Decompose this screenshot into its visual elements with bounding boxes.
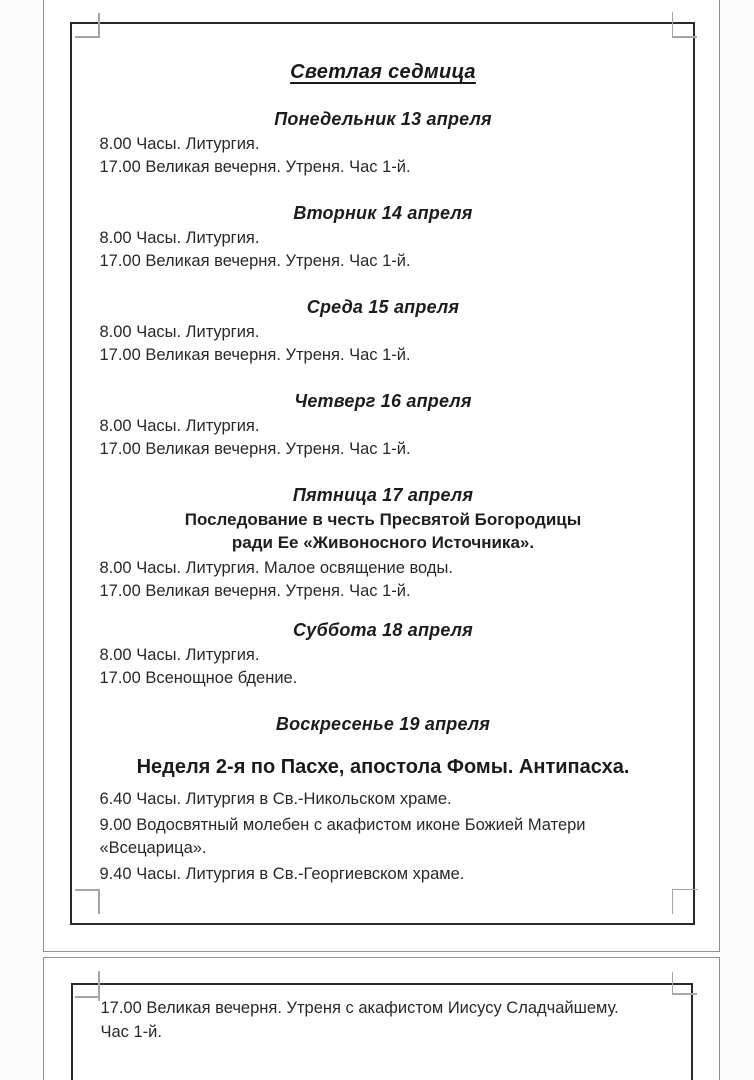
service-entry	[100, 667, 667, 690]
service-list	[100, 133, 667, 179]
service-line: 17.00 Великая вечерня. Утреня с акафистом Иисусу Сладчайшему.	[100, 999, 619, 1017]
service-line: 17.00 Великая вечерня. Утреня. Час 1-й.	[99, 582, 411, 600]
service-entry	[100, 557, 667, 580]
day-heading: Понедельник 13 апреля	[274, 109, 492, 129]
crop-mark-2-top-right-h	[672, 993, 698, 995]
service-line-wrap: «Всецарица».	[99, 839, 207, 857]
service-list	[100, 788, 667, 886]
day-section-thursday	[100, 388, 667, 461]
service-entry	[100, 438, 667, 461]
crop-mark-top-left-v	[98, 13, 100, 38]
service-line: 17.00 Великая вечерня. Утреня. Час 1-й.	[99, 346, 411, 364]
service-entry	[100, 788, 667, 811]
service-list	[100, 644, 667, 690]
schedule-content	[72, 59, 693, 886]
crop-mark-bottom-right-v	[672, 889, 674, 914]
feast-note-line: Последование в честь Пресвятой Богородицы	[184, 510, 582, 529]
service-entry	[100, 321, 667, 344]
crop-mark-bottom-left-v	[98, 890, 100, 914]
service-line: 17.00 Великая вечерня. Утреня. Час 1-й.	[99, 252, 411, 270]
service-line: 6.40 Часы. Литургия в Св.-Никольском храме.	[99, 790, 452, 808]
service-line: 8.00 Часы. Литургия.	[99, 417, 260, 435]
day-section-saturday	[100, 617, 667, 690]
service-entry	[100, 250, 667, 273]
service-line: 9.00 Водосвятный молебен с акафистом иконе Божией Матери	[99, 816, 586, 834]
day-heading: Вторник 14 апреля	[293, 203, 473, 223]
day-heading: Среда 15 апреля	[306, 297, 460, 317]
service-line: 8.00 Часы. Литургия.	[99, 646, 260, 664]
document-sheet-1	[70, 22, 695, 925]
service-entry	[100, 133, 667, 156]
service-line: 8.00 Часы. Литургия.	[99, 135, 260, 153]
service-line-wrap: Час 1-й.	[100, 1022, 162, 1041]
service-line: 8.00 Часы. Литургия. Малое освящение воды.	[99, 559, 453, 577]
service-line: 8.00 Часы. Литургия.	[99, 229, 260, 247]
crop-mark-2-top-right-v	[672, 972, 674, 995]
service-entry	[100, 156, 667, 179]
service-line: 17.00 Всенощное бдение.	[99, 669, 298, 687]
day-heading: Воскресенье 19 апреля	[275, 714, 491, 734]
day-heading: Четверг 16 апреля	[294, 391, 472, 411]
crop-mark-top-right-v	[672, 12, 674, 38]
day-section-monday	[100, 106, 667, 179]
crop-mark-top-right-h	[672, 36, 698, 38]
service-entry	[100, 863, 667, 886]
crop-mark-2-top-left-h	[75, 996, 100, 998]
service-list	[100, 227, 667, 273]
schedule-title: Светлая седмица	[290, 61, 476, 83]
day-section-wednesday	[100, 294, 667, 367]
crop-mark-bottom-left-h	[75, 889, 100, 891]
service-list	[100, 415, 667, 461]
service-entry	[100, 580, 667, 603]
service-line: 17.00 Великая вечерня. Утреня. Час 1-й.	[99, 440, 411, 458]
service-line: 8.00 Часы. Литургия.	[99, 323, 260, 341]
day-section-sunday	[100, 711, 667, 886]
service-entry	[100, 227, 667, 250]
feast-title: Неделя 2-я по Пасхе, апостола Фомы. Антипасха.	[136, 756, 630, 778]
service-entry	[100, 415, 667, 438]
service-list	[100, 321, 667, 367]
service-line: 17.00 Великая вечерня. Утреня. Час 1-й.	[99, 158, 411, 176]
schedule-content-next	[73, 985, 691, 1044]
service-entry	[100, 344, 667, 367]
day-heading: Пятница 17 апреля	[292, 485, 474, 505]
service-list	[100, 557, 667, 603]
service-line: 9.40 Часы. Литургия в Св.-Георгиевском храме.	[99, 865, 465, 883]
day-heading: Суббота 18 апреля	[293, 620, 473, 640]
crop-mark-top-left-h	[75, 36, 100, 38]
crop-mark-bottom-right-h	[672, 889, 699, 891]
day-section-friday	[100, 482, 667, 603]
document-sheet-2	[71, 983, 693, 1080]
feast-note-line: ради Ее «Живоносного Источника».	[231, 533, 535, 552]
service-entry	[100, 644, 667, 667]
service-entry	[100, 814, 667, 860]
day-section-tuesday	[100, 200, 667, 273]
